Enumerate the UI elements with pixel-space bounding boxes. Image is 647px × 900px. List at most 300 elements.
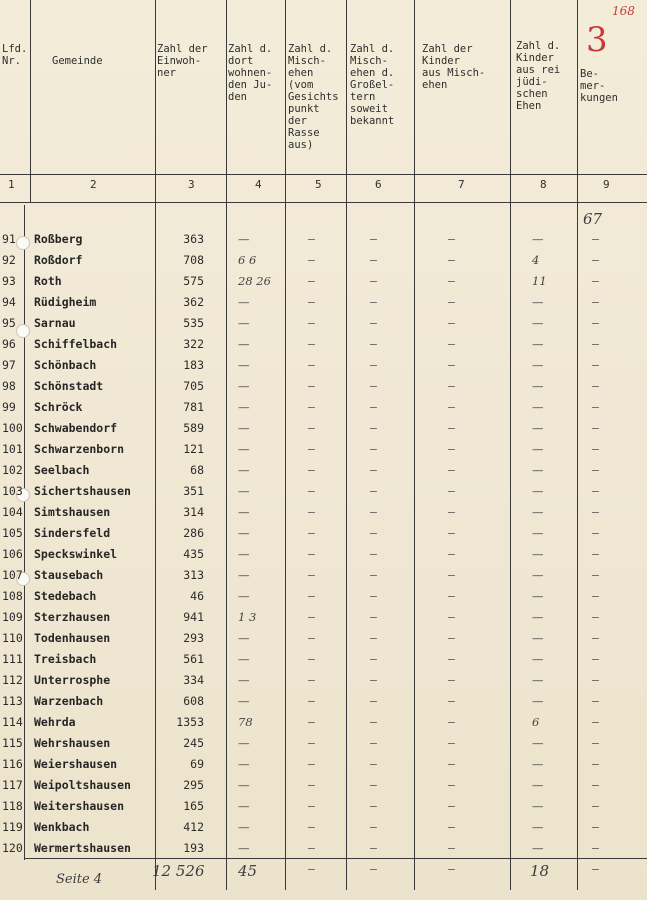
remarks: — bbox=[592, 610, 599, 624]
population: 245 bbox=[183, 736, 204, 750]
municipality-name: Unterrosphe bbox=[34, 673, 111, 687]
municipality-name: Stedebach bbox=[34, 589, 97, 603]
mixed-marriages: — bbox=[308, 778, 315, 792]
remarks: — bbox=[592, 673, 599, 687]
mixed-marriages: — bbox=[308, 673, 315, 687]
population: 322 bbox=[183, 337, 204, 351]
children-mixed: — bbox=[448, 757, 455, 771]
table-row bbox=[0, 232, 647, 252]
table-row bbox=[0, 757, 647, 777]
children-jewish: 11 bbox=[532, 274, 547, 288]
total-m7: — bbox=[448, 862, 455, 876]
grandparent-marriages: — bbox=[370, 673, 377, 687]
remarks: — bbox=[592, 547, 599, 561]
children-mixed: — bbox=[448, 358, 455, 372]
row-number: 97 bbox=[2, 358, 16, 372]
remarks: — bbox=[592, 715, 599, 729]
mixed-marriages: — bbox=[308, 841, 315, 855]
children-jewish: — bbox=[532, 400, 544, 414]
population: 68 bbox=[190, 463, 204, 477]
grandparent-marriages: — bbox=[370, 757, 377, 771]
remarks: — bbox=[592, 316, 599, 330]
mixed-marriages: — bbox=[308, 610, 315, 624]
municipality-name: Schiffelbach bbox=[34, 337, 118, 351]
remarks: — bbox=[592, 442, 599, 456]
column-number: 9 bbox=[603, 178, 610, 191]
municipality-name: Stausebach bbox=[34, 568, 104, 582]
mixed-marriages: — bbox=[308, 295, 315, 309]
header-lfd-nr: Lfd. Nr. bbox=[2, 43, 28, 67]
municipality-name: Rüdigheim bbox=[34, 295, 97, 309]
population: 781 bbox=[183, 400, 204, 414]
table-row bbox=[0, 442, 647, 462]
remarks: — bbox=[592, 379, 599, 393]
table-row bbox=[0, 379, 647, 399]
mixed-marriages: — bbox=[308, 400, 315, 414]
children-jewish: — bbox=[532, 505, 544, 519]
municipality-name: Wenkbach bbox=[34, 820, 90, 834]
table-row bbox=[0, 526, 647, 546]
total-jews: 45 bbox=[238, 862, 258, 880]
children-jewish: — bbox=[532, 778, 544, 792]
row-number: 114 bbox=[2, 715, 23, 729]
municipality-name: Warzenbach bbox=[34, 694, 104, 708]
page-number: 168 bbox=[612, 4, 635, 18]
mixed-marriages: — bbox=[308, 358, 315, 372]
children-jewish: — bbox=[532, 484, 544, 498]
children-jewish: — bbox=[532, 589, 544, 603]
row-number: 105 bbox=[2, 526, 23, 540]
municipality-name: Schröck bbox=[34, 400, 83, 414]
population: 293 bbox=[183, 631, 204, 645]
municipality-name: Sindersfeld bbox=[34, 526, 111, 540]
table-row bbox=[0, 610, 647, 630]
grandparent-marriages: — bbox=[370, 694, 377, 708]
row-number: 99 bbox=[2, 400, 16, 414]
jews-count: — bbox=[238, 547, 250, 561]
jews-count: — bbox=[238, 295, 250, 309]
children-jewish: 4 bbox=[532, 253, 540, 267]
jews-count: — bbox=[238, 421, 250, 435]
remarks: — bbox=[592, 505, 599, 519]
remarks: — bbox=[592, 694, 599, 708]
jews-count: — bbox=[238, 526, 250, 540]
jews-count: 1 3 bbox=[238, 610, 257, 624]
column-number: 5 bbox=[315, 178, 322, 191]
remarks: — bbox=[592, 778, 599, 792]
mixed-marriages: — bbox=[308, 232, 315, 246]
municipality-name: Schönbach bbox=[34, 358, 97, 372]
municipality-name: Todenhausen bbox=[34, 631, 111, 645]
row-number: 92 bbox=[2, 253, 16, 267]
children-mixed: — bbox=[448, 463, 455, 477]
children-mixed: — bbox=[448, 526, 455, 540]
population: 313 bbox=[183, 568, 204, 582]
population: 334 bbox=[183, 673, 204, 687]
table-row bbox=[0, 568, 647, 588]
remarks: — bbox=[592, 589, 599, 603]
jews-count: — bbox=[238, 841, 250, 855]
population: 705 bbox=[183, 379, 204, 393]
remarks: — bbox=[592, 799, 599, 813]
table-row bbox=[0, 547, 647, 567]
municipality-name: Weitershausen bbox=[34, 799, 125, 813]
total-m9: — bbox=[592, 862, 599, 876]
children-jewish: — bbox=[532, 652, 544, 666]
grandparent-marriages: — bbox=[370, 442, 377, 456]
remarks: — bbox=[592, 484, 599, 498]
row-number: 107 bbox=[2, 568, 23, 582]
table-row bbox=[0, 652, 647, 672]
row-number: 118 bbox=[2, 799, 23, 813]
top-number: 67 bbox=[583, 210, 603, 228]
population: 286 bbox=[183, 526, 204, 540]
mixed-marriages: — bbox=[308, 631, 315, 645]
mixed-marriages: — bbox=[308, 694, 315, 708]
grandparent-marriages: — bbox=[370, 820, 377, 834]
total-population: 12 526 bbox=[152, 862, 205, 880]
table-row bbox=[0, 778, 647, 798]
municipality-name: Sarnau bbox=[34, 316, 76, 330]
mixed-marriages: — bbox=[308, 652, 315, 666]
row-number: 116 bbox=[2, 757, 23, 771]
children-jewish: — bbox=[532, 547, 544, 561]
row-number: 101 bbox=[2, 442, 23, 456]
header-kinder-juedisch: Zahl d. Kinder aus rei jüdi- schen Ehen bbox=[516, 40, 561, 112]
jews-count: — bbox=[238, 232, 250, 246]
grandparent-marriages: — bbox=[370, 421, 377, 435]
children-jewish: — bbox=[532, 379, 544, 393]
mixed-marriages: — bbox=[308, 379, 315, 393]
municipality-name: Simtshausen bbox=[34, 505, 111, 519]
total-m5: — bbox=[308, 862, 315, 876]
table-row bbox=[0, 715, 647, 735]
row-number: 103 bbox=[2, 484, 23, 498]
children-jewish: 6 bbox=[532, 715, 540, 729]
grandparent-marriages: — bbox=[370, 463, 377, 477]
grandparent-marriages: — bbox=[370, 274, 377, 288]
table-row bbox=[0, 295, 647, 315]
children-jewish: — bbox=[532, 841, 544, 855]
row-number: 120 bbox=[2, 841, 23, 855]
population: 708 bbox=[183, 253, 204, 267]
children-mixed: — bbox=[448, 652, 455, 666]
children-jewish: — bbox=[532, 358, 544, 372]
total-m8: 18 bbox=[530, 862, 550, 880]
row-number: 109 bbox=[2, 610, 23, 624]
mixed-marriages: — bbox=[308, 568, 315, 582]
mixed-marriages: — bbox=[308, 547, 315, 561]
row-number: 95 bbox=[2, 316, 16, 330]
population: 69 bbox=[190, 757, 204, 771]
municipality-name: Schwabendorf bbox=[34, 421, 118, 435]
jews-count: — bbox=[238, 505, 250, 519]
children-jewish: — bbox=[532, 631, 544, 645]
red-mark: 3 bbox=[586, 20, 608, 60]
children-jewish: — bbox=[532, 568, 544, 582]
children-mixed: — bbox=[448, 442, 455, 456]
jews-count: — bbox=[238, 589, 250, 603]
table-row bbox=[0, 337, 647, 357]
municipality-name: Schönstadt bbox=[34, 379, 104, 393]
row-number: 96 bbox=[2, 337, 16, 351]
table-row bbox=[0, 589, 647, 609]
table-row bbox=[0, 484, 647, 504]
grandparent-marriages: — bbox=[370, 232, 377, 246]
population: 121 bbox=[183, 442, 204, 456]
row-number: 100 bbox=[2, 421, 23, 435]
population: 561 bbox=[183, 652, 204, 666]
grandparent-marriages: — bbox=[370, 568, 377, 582]
municipality-name: Speckswinkel bbox=[34, 547, 118, 561]
population: 575 bbox=[183, 274, 204, 288]
mixed-marriages: — bbox=[308, 820, 315, 834]
children-jewish: — bbox=[532, 421, 544, 435]
table-row bbox=[0, 505, 647, 525]
total-m6: — bbox=[370, 862, 377, 876]
children-jewish: — bbox=[532, 316, 544, 330]
population: 535 bbox=[183, 316, 204, 330]
children-mixed: — bbox=[448, 673, 455, 687]
children-jewish: — bbox=[532, 694, 544, 708]
municipality-name: Roßberg bbox=[34, 232, 83, 246]
grandparent-marriages: — bbox=[370, 715, 377, 729]
header-mischehen: Zahl d. Misch- ehen (vom Gesichts punkt der Rasse aus) bbox=[288, 43, 339, 151]
children-mixed: — bbox=[448, 505, 455, 519]
children-mixed: — bbox=[448, 736, 455, 750]
jews-count: — bbox=[238, 631, 250, 645]
col-rule-1 bbox=[30, 0, 31, 203]
grandparent-marriages: — bbox=[370, 799, 377, 813]
remarks: — bbox=[592, 757, 599, 771]
mixed-marriages: — bbox=[308, 337, 315, 351]
table-row bbox=[0, 421, 647, 441]
row-number: 111 bbox=[2, 652, 23, 666]
municipality-name: Wehrda bbox=[34, 715, 76, 729]
children-mixed: — bbox=[448, 715, 455, 729]
grandparent-marriages: — bbox=[370, 484, 377, 498]
column-number: 4 bbox=[255, 178, 262, 191]
row-number: 119 bbox=[2, 820, 23, 834]
children-mixed: — bbox=[448, 316, 455, 330]
row-number: 98 bbox=[2, 379, 16, 393]
remarks: — bbox=[592, 400, 599, 414]
colnum-rule bbox=[0, 202, 647, 203]
mixed-marriages: — bbox=[308, 526, 315, 540]
population: 193 bbox=[183, 841, 204, 855]
children-jewish: — bbox=[532, 799, 544, 813]
jews-count: — bbox=[238, 778, 250, 792]
jews-count: — bbox=[238, 652, 250, 666]
population: 351 bbox=[183, 484, 204, 498]
mixed-marriages: — bbox=[308, 442, 315, 456]
children-mixed: — bbox=[448, 631, 455, 645]
remarks: — bbox=[592, 337, 599, 351]
remarks: — bbox=[592, 295, 599, 309]
row-number: 93 bbox=[2, 274, 16, 288]
jews-count: — bbox=[238, 337, 250, 351]
table-row bbox=[0, 799, 647, 819]
municipality-name: Sterzhausen bbox=[34, 610, 111, 624]
row-number: 102 bbox=[2, 463, 23, 477]
population: 314 bbox=[183, 505, 204, 519]
totals-row bbox=[0, 862, 647, 882]
table-row bbox=[0, 358, 647, 378]
municipality-name: Weiershausen bbox=[34, 757, 118, 771]
municipality-name: Roßdorf bbox=[34, 253, 83, 267]
remarks: — bbox=[592, 232, 599, 246]
grandparent-marriages: — bbox=[370, 400, 377, 414]
jews-count: 6 6 bbox=[238, 253, 257, 267]
mixed-marriages: — bbox=[308, 274, 315, 288]
municipality-name: Schwarzenborn bbox=[34, 442, 125, 456]
remarks: — bbox=[592, 652, 599, 666]
row-number: 108 bbox=[2, 589, 23, 603]
row-number: 94 bbox=[2, 295, 16, 309]
mixed-marriages: — bbox=[308, 799, 315, 813]
children-mixed: — bbox=[448, 379, 455, 393]
mixed-marriages: — bbox=[308, 736, 315, 750]
remarks: — bbox=[592, 274, 599, 288]
children-mixed: — bbox=[448, 337, 455, 351]
remarks: — bbox=[592, 421, 599, 435]
children-jewish: — bbox=[532, 673, 544, 687]
children-jewish: — bbox=[532, 610, 544, 624]
jews-count: 28 26 bbox=[238, 274, 271, 288]
grandparent-marriages: — bbox=[370, 505, 377, 519]
column-number: 8 bbox=[540, 178, 547, 191]
jews-count: — bbox=[238, 379, 250, 393]
table-row bbox=[0, 820, 647, 840]
row-number: 115 bbox=[2, 736, 23, 750]
population: 295 bbox=[183, 778, 204, 792]
municipality-name: Weipoltshausen bbox=[34, 778, 131, 792]
children-jewish: — bbox=[532, 232, 544, 246]
jews-count: — bbox=[238, 463, 250, 477]
row-number: 104 bbox=[2, 505, 23, 519]
row-number: 112 bbox=[2, 673, 23, 687]
children-jewish: — bbox=[532, 463, 544, 477]
children-jewish: — bbox=[532, 442, 544, 456]
table-row bbox=[0, 316, 647, 336]
grandparent-marriages: — bbox=[370, 610, 377, 624]
grandparent-marriages: — bbox=[370, 589, 377, 603]
mixed-marriages: — bbox=[308, 757, 315, 771]
grandparent-marriages: — bbox=[370, 358, 377, 372]
row-number: 91 bbox=[2, 232, 16, 246]
jews-count: — bbox=[238, 400, 250, 414]
mixed-marriages: — bbox=[308, 484, 315, 498]
grandparent-marriages: — bbox=[370, 736, 377, 750]
table-row bbox=[0, 274, 647, 294]
table-row bbox=[0, 673, 647, 693]
municipality-name: Sichertshausen bbox=[34, 484, 131, 498]
grandparent-marriages: — bbox=[370, 337, 377, 351]
children-mixed: — bbox=[448, 421, 455, 435]
column-number: 1 bbox=[8, 178, 15, 191]
header-grosseltern: Zahl d. Misch- ehen d. Großel- tern soweit bekannt bbox=[350, 43, 395, 127]
municipality-name: Wehrshausen bbox=[34, 736, 111, 750]
children-mixed: — bbox=[448, 694, 455, 708]
grandparent-marriages: — bbox=[370, 778, 377, 792]
children-jewish: — bbox=[532, 736, 544, 750]
jews-count: — bbox=[238, 316, 250, 330]
jews-count: — bbox=[238, 568, 250, 582]
header-kinder-misch: Zahl der Kinder aus Misch- ehen bbox=[422, 43, 486, 91]
table-row bbox=[0, 841, 647, 861]
population: 165 bbox=[183, 799, 204, 813]
remarks: — bbox=[592, 631, 599, 645]
grandparent-marriages: — bbox=[370, 379, 377, 393]
remarks: — bbox=[592, 526, 599, 540]
grandparent-marriages: — bbox=[370, 652, 377, 666]
children-mixed: — bbox=[448, 841, 455, 855]
jews-count: — bbox=[238, 757, 250, 771]
children-jewish: — bbox=[532, 295, 544, 309]
population: 46 bbox=[190, 589, 204, 603]
jews-count: — bbox=[238, 673, 250, 687]
children-mixed: — bbox=[448, 799, 455, 813]
jews-count: 78 bbox=[238, 715, 253, 729]
population: 941 bbox=[183, 610, 204, 624]
remarks: — bbox=[592, 736, 599, 750]
header-rule bbox=[0, 174, 647, 175]
children-mixed: — bbox=[448, 295, 455, 309]
children-jewish: — bbox=[532, 820, 544, 834]
grandparent-marriages: — bbox=[370, 526, 377, 540]
row-number: 113 bbox=[2, 694, 23, 708]
remarks: — bbox=[592, 463, 599, 477]
remarks: — bbox=[592, 253, 599, 267]
population: 589 bbox=[183, 421, 204, 435]
municipality-name: Roth bbox=[34, 274, 62, 288]
population: 363 bbox=[183, 232, 204, 246]
grandparent-marriages: — bbox=[370, 316, 377, 330]
population: 183 bbox=[183, 358, 204, 372]
jews-count: — bbox=[238, 442, 250, 456]
population: 435 bbox=[183, 547, 204, 561]
row-number: 106 bbox=[2, 547, 23, 561]
table-row bbox=[0, 400, 647, 420]
header-einwohner: Zahl der Einwoh- ner bbox=[157, 43, 208, 79]
header-bemerkungen: Be- mer- kungen bbox=[580, 68, 618, 104]
column-number: 7 bbox=[458, 178, 465, 191]
header-gemeinde: Gemeinde bbox=[52, 55, 103, 67]
column-number: 2 bbox=[90, 178, 97, 191]
footer-note: Seite 4 bbox=[56, 872, 103, 887]
jews-count: — bbox=[238, 694, 250, 708]
children-mixed: — bbox=[448, 820, 455, 834]
grandparent-marriages: — bbox=[370, 253, 377, 267]
jews-count: — bbox=[238, 358, 250, 372]
remarks: — bbox=[592, 841, 599, 855]
grandparent-marriages: — bbox=[370, 841, 377, 855]
municipality-name: Treisbach bbox=[34, 652, 97, 666]
grandparent-marriages: — bbox=[370, 631, 377, 645]
grandparent-marriages: — bbox=[370, 295, 377, 309]
row-number: 110 bbox=[2, 631, 23, 645]
mixed-marriages: — bbox=[308, 505, 315, 519]
children-mixed: — bbox=[448, 589, 455, 603]
jews-count: — bbox=[238, 820, 250, 834]
municipality-name: Wermertshausen bbox=[34, 841, 131, 855]
children-mixed: — bbox=[448, 484, 455, 498]
mixed-marriages: — bbox=[308, 421, 315, 435]
jews-count: — bbox=[238, 799, 250, 813]
table-row bbox=[0, 253, 647, 273]
municipality-name: Seelbach bbox=[34, 463, 90, 477]
mixed-marriages: — bbox=[308, 316, 315, 330]
